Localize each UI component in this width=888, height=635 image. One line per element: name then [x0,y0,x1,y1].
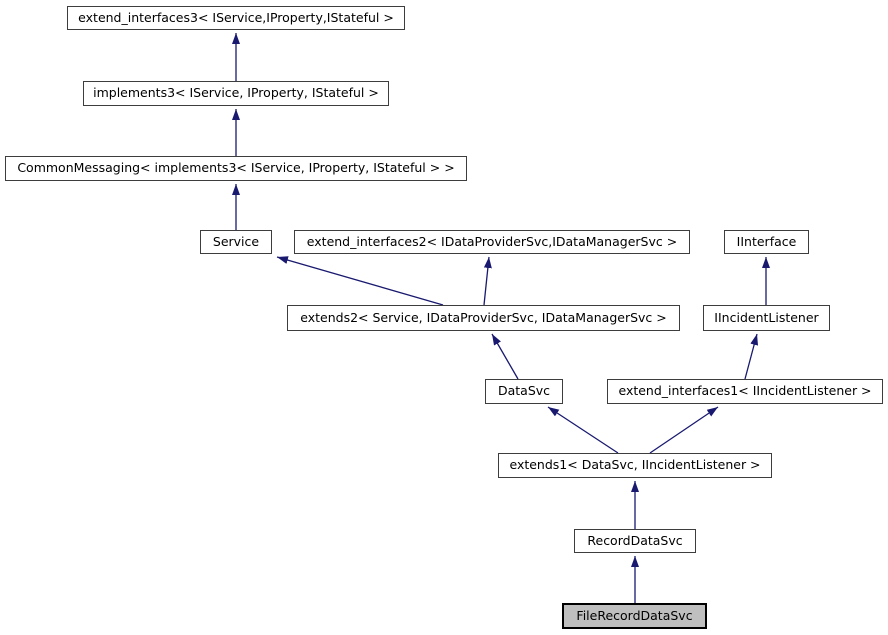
edge-extend-interfaces1-to-iincidentlistener [745,334,757,379]
edge-extends2-to-service [277,257,443,305]
node-service[interactable]: Service [200,230,272,254]
node-commonmessaging[interactable]: CommonMessaging< implements3< IService, IProperty, IStateful > > [5,156,467,181]
node-extend-interfaces2[interactable]: extend_interfaces2< IDataProviderSvc,IDataManagerSvc > [294,230,690,254]
node-extends1[interactable]: extends1< DataSvc, IIncidentListener > [498,453,772,478]
node-extend-interfaces3[interactable]: extend_interfaces3< IService,IProperty,IStateful > [67,6,405,30]
node-datasvc[interactable]: DataSvc [485,379,563,404]
node-filerecorddatasvc: FileRecordDataSvc [562,603,707,629]
edge-extends2-to-extend-interfaces2 [484,257,489,305]
node-extend-interfaces1[interactable]: extend_interfaces1< IIncidentListener > [607,379,883,404]
node-recorddatasvc[interactable]: RecordDataSvc [574,529,696,553]
edge-datasvc-to-extends2 [492,334,518,379]
edge-extends1-to-datasvc [548,407,618,453]
node-extends2[interactable]: extends2< Service, IDataProviderSvc, IDataManagerSvc > [287,305,680,331]
node-implements3[interactable]: implements3< IService, IProperty, IStateful > [83,81,389,106]
node-iinterface[interactable]: IInterface [724,230,809,254]
node-iincidentlistener[interactable]: IIncidentListener [703,305,830,331]
edge-extends1-to-extend-interfaces1 [650,407,718,453]
